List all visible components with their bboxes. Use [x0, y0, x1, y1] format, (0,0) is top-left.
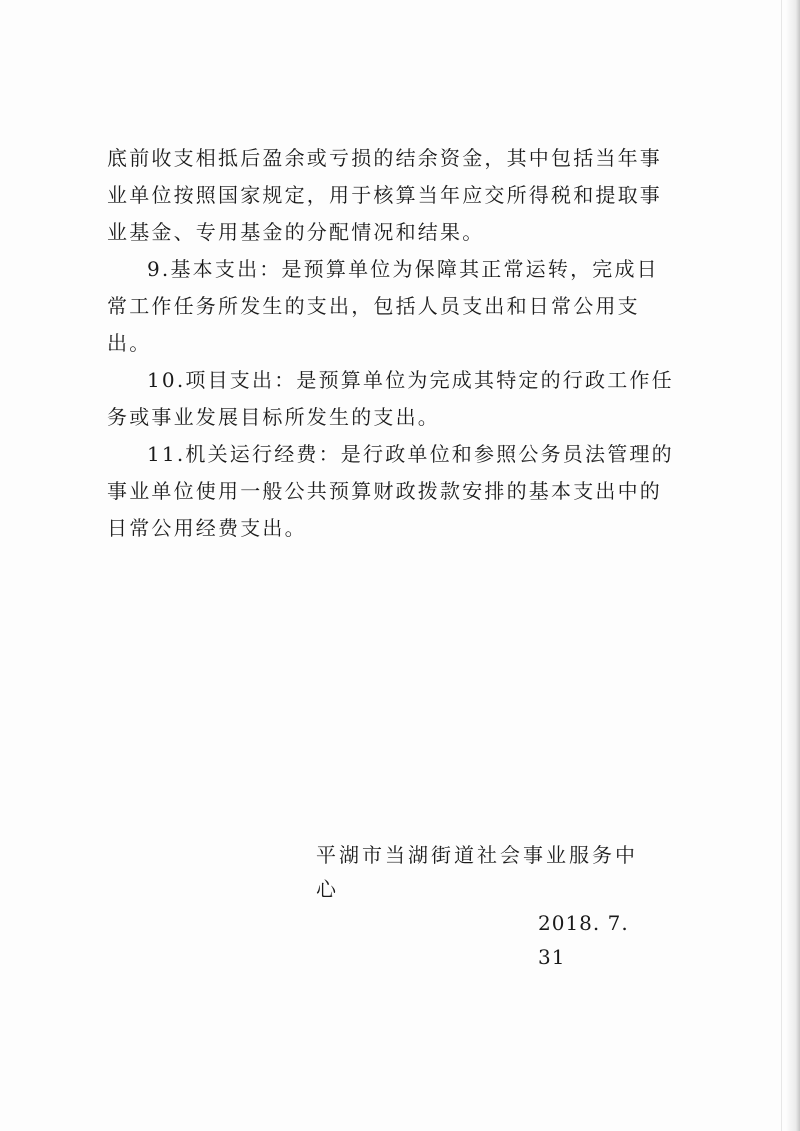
signature-date: 2018. 7. 31	[538, 911, 629, 969]
paragraph-project-expenditure: 10.项目支出：是预算单位为完成其特定的行政工作任务或事业发展目标所发生的支出。	[107, 368, 674, 429]
paragraph-continuation: 底前收支相抵后盈余或亏损的结余资金，其中包括当年事业单位按照国家规定，用于核算当年应交所得税和提取事业基金、专用基金的分配情况和结果。	[107, 146, 662, 244]
scan-edge-shadow	[786, 0, 800, 1131]
paragraph-basic-expenditure: 9.基本支出：是预算单位为保障其正常运转，完成日常工作任务所发生的支出，包括人员支出和日常公用支出。	[107, 257, 659, 355]
signature-organization: 平湖市当湖街道社会事业服务中心	[316, 843, 638, 901]
document-body	[107, 140, 677, 547]
scan-edge-line	[781, 0, 782, 1131]
signature-block	[300, 838, 660, 974]
paragraph-operating-funds: 11.机关运行经费：是行政单位和参照公务员法管理的事业单位使用一般公共预算财政拨款安排的基本支出中的日常公用经费支出。	[107, 442, 674, 540]
